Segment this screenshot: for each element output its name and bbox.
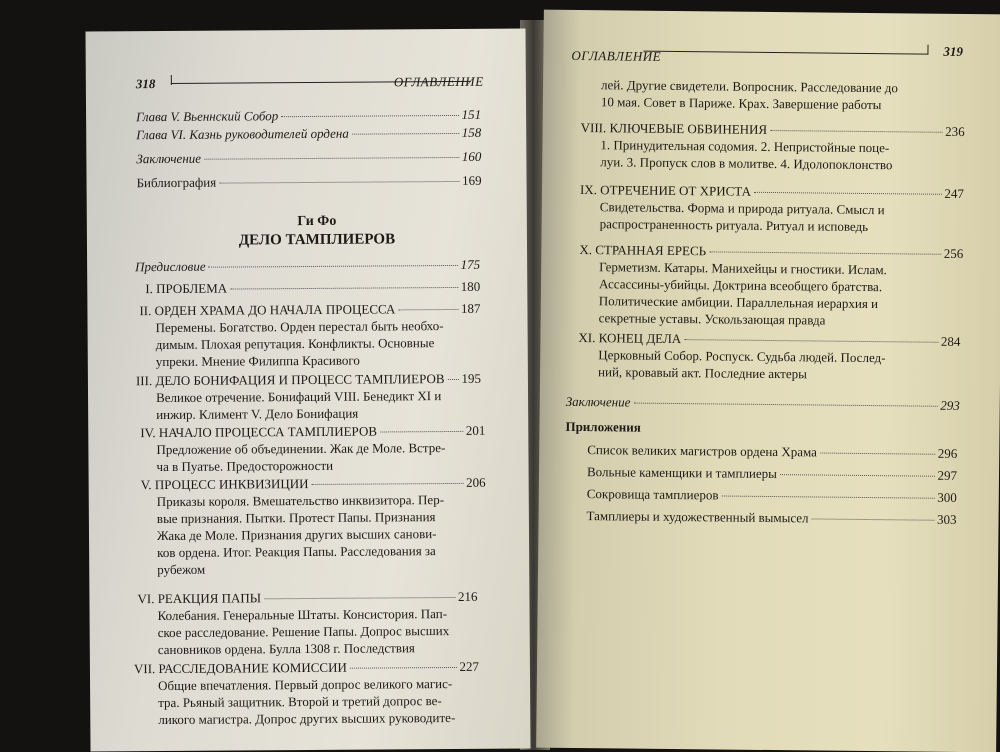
toc-chapter: III. ДЕЛО БОНИФАЦИЯ И ПРОЦЕСС ТАМПЛИЕРОВ 195 <box>135 370 481 389</box>
chapter-description: Великое отречение. Бонифаций VIII. Бенедикт XI и инжир. Климент V. Дело Бонифация <box>155 388 442 423</box>
chapter-description: Перемены. Богатство. Орден перестал быть необхо- димым. Плохая репутация. Конфликты. Основные упреки. Мнение Филиппа Красивого <box>155 318 444 370</box>
toc-entry-conclusion: Заключение 293 <box>565 393 960 413</box>
toc-appendix: Сокровища тамплиеров 300 <box>586 486 957 505</box>
toc-entry: Библиография 169 <box>136 172 482 191</box>
book-author: Ги Фо <box>297 213 337 230</box>
toc-chapter: VI. РЕАКЦИЯ ПАПЫ 216 <box>137 588 478 607</box>
right-header-title: ОГЛАВЛЕНИЕ <box>571 47 662 64</box>
toc-chapter: V. ПРОЦЕСС ИНКВИЗИЦИИ 206 <box>140 474 486 493</box>
toc-appendix: Вольные каменщики и тамплиеры 297 <box>586 464 958 483</box>
toc-chapter: II. ОРДЕН ХРАМА ДО НАЧАЛА ПРОЦЕССА 187 <box>139 300 481 319</box>
toc-chapter: XI. КОНЕЦ ДЕЛА 284 <box>578 329 961 349</box>
chapter-description: 1. Принудительная содомия. 2. Непристойные поце- луи. 3. Пропуск слов в молитве. 4. Идолопоклонство <box>600 137 893 173</box>
left-page-number: 318 <box>135 76 156 92</box>
toc-entry: Глава VI. Казнь руководителей ордена 158 <box>136 124 482 143</box>
chapter-description: Общие впечатления. Первый допрос великого магис- тра. Рьяный защитник. Второй и третий допрос ве- ликого магистра. Допрос других высших руководите- <box>158 676 456 728</box>
chapter-description: Колебания. Генеральные Штаты. Консистория. Пап- ское расследование. Решение Папы. Допрос высших сановников ордена. Булла 1308 г. Последствия <box>157 606 450 658</box>
toc-appendix: Тамплиеры и художественный вымысел 303 <box>586 508 957 527</box>
toc-chapter: VII. РАССЛЕДОВАНИЕ КОМИССИИ 227 <box>133 658 479 677</box>
toc-appendix: Список великих магистров ордена Храма 296 <box>587 442 958 461</box>
chapter-description-continued: лей. Другие свидетели. Вопросник. Расследование до 10 мая. Совет в Париже. Крах. Завершение работы <box>600 77 898 113</box>
chapter-description: Свидетельства. Форма и природа ритуала. Смысл и распространенность ритуала. Ритуал и исповедь <box>599 199 885 235</box>
chapter-description: Предложение об объединении. Жак де Моле. Встре- ча в Пуатье. Предосторожности <box>156 440 446 475</box>
chapter-description: Герметизм. Катары. Манихейцы и гностики. Ислам. Ассассины-убийцы. Доктрина всеобщего братства. Политические амбиции. Параллельная иерархия и секретные уставы. Ускользающая правда <box>598 259 887 328</box>
left-header-title: ОГЛАВЛЕНИЕ <box>393 73 484 90</box>
left-header-tick <box>171 75 172 85</box>
appendix-heading: Приложения <box>565 418 641 435</box>
toc-chapter: VIII. КЛЮЧЕВЫЕ ОБВИНЕНИЯ 236 <box>580 120 965 140</box>
book-title: ДЕЛО ТАМПЛИЕРОВ <box>238 231 396 249</box>
toc-chapter: X. СТРАННАЯ ЕРЕСЬ 256 <box>579 241 964 262</box>
toc-entry: Глава V. Вьеннский Собор 151 <box>136 106 482 125</box>
right-header-rule <box>643 51 928 55</box>
toc-chapter: I. ПРОБЛЕМА 180 <box>145 278 481 297</box>
chapter-description: Приказы короля. Вмешательство инквизитора. Пер- вые признания. Пытки. Протест Папы. Признания Жака де Моле. Признания других высших санови- ков ордена. Итог. Реакция Папы. Расследования за рубежом <box>156 492 445 578</box>
toc-entry-preface: Предисловие 175 <box>135 256 481 275</box>
right-page <box>536 10 1000 752</box>
toc-chapter: IV. НАЧАЛО ПРОЦЕССА ТАМПЛИЕРОВ 201 <box>140 422 486 441</box>
right-header-tick <box>927 45 928 55</box>
toc-entry: Заключение 160 <box>136 148 482 167</box>
left-page <box>85 28 530 751</box>
toc-chapter: IX. ОТРЕЧЕНИЕ ОТ ХРИСТА 247 <box>579 182 965 202</box>
right-page-number: 319 <box>943 43 964 60</box>
chapter-description: Церковный Собор. Роспуск. Судьба людей. Послед- ний, кровавый акт. Последние актеры <box>598 347 886 382</box>
